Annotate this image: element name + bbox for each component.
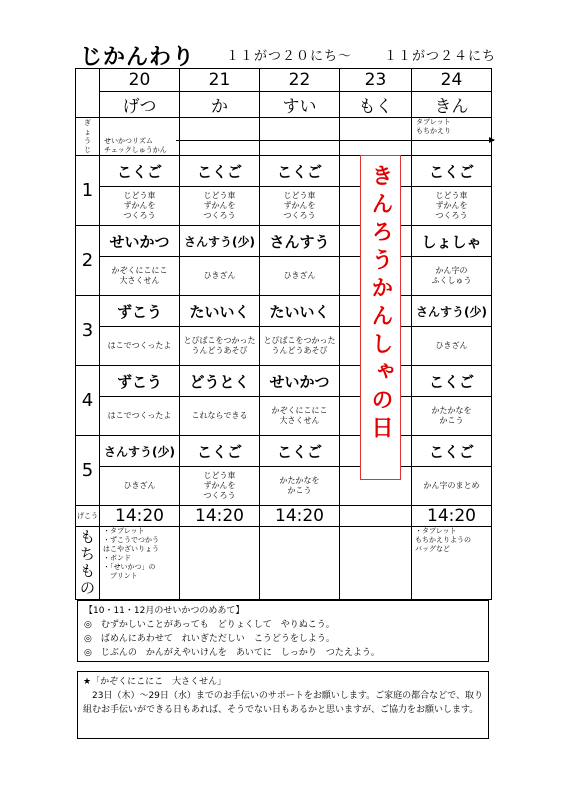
detail-cell: かん字のまとめ [412,467,492,506]
gyoji-cell [180,118,260,156]
subject-cell: こくご [412,366,492,397]
detail-cell: かたかなを かこう [412,397,492,436]
weekday-cell: すい [260,92,340,118]
goals-item: ◎ むずかしいことがあっても どりょくして やりぬこう。 [84,620,335,630]
date-cell: 20 [100,69,180,92]
subject-cell: さんすう(少) [180,226,260,257]
detail-cell: かぞくにこにこ 大さくせん [100,257,180,296]
detail-cell: かたかなを かこう [260,467,340,506]
gekou-time: 14:20 [412,506,492,527]
notice-box [77,671,489,739]
gyoji-cell [340,118,412,156]
detail-cell: ひきざん [100,467,180,506]
detail-cell: これならできる [180,397,260,436]
date-cell: 21 [180,69,260,92]
corner-cell [76,69,100,118]
detail-cell: じどう車 ずかんを つくろう [180,187,260,226]
subject-cell: こくご [260,156,340,187]
detail-cell: ひきざん [412,327,492,366]
gekou-time: 14:20 [100,506,180,527]
end-date: １１がつ２４にち [384,49,497,64]
mochimono-mon: ・タブレット ・ずこうでつかう はこやざいりょう ・ボンド ・「せいかつ」の プリント [100,527,180,600]
detail-cell: とびばこをつかった うんどうあそび [180,327,260,366]
subject-cell: こくご [412,436,492,467]
page-title: じかんわり [80,45,196,70]
detail-cell: じどう車 ずかんを つくろう [412,187,492,226]
gyoji-arrow [176,140,494,141]
timetable [75,68,492,600]
mochimono-fri: ・タブレット もちかえりようの バッグなど [412,527,492,600]
gyoji-mon: せいかつリズム チェックしゅうかん [100,118,180,156]
period-number: 1 [76,156,100,226]
subject-cell: こくご [260,436,340,467]
goals-heading: 【10・11・12月のせいかつのめあて】 [84,606,245,616]
subject-cell: どうとく [180,366,260,397]
mochimono-cell [260,527,340,600]
mochimono-cell [340,527,412,600]
subject-cell: さんすう(少) [100,436,180,467]
subject-cell: ずこう [100,296,180,327]
gekou-time: 14:20 [180,506,260,527]
date-cell: 22 [260,69,340,92]
gekou-label: げこう [76,506,100,527]
subject-cell: せいかつ [100,226,180,257]
gyoji-label: ぎ ょ う じ [76,118,100,156]
period-number: 5 [76,436,100,506]
subject-cell: たいいく [180,296,260,327]
goals-item: ◎ じぶんの かんがえやいけんを あいてに しっかり つたえよう。 [84,648,380,658]
detail-cell: はこでつくったよ [100,397,180,436]
detail-cell: じどう車 ずかんを つくろう [100,187,180,226]
detail-cell: ひきざん [180,257,260,296]
detail-cell: ひきざん [260,257,340,296]
subject-cell: さんすう [260,226,340,257]
weekday-cell: げつ [100,92,180,118]
holiday-banner [360,155,401,480]
holiday-text: きんろうかんしゃの日 [368,164,393,444]
goals-box [77,600,489,662]
period-number: 4 [76,366,100,436]
detail-cell: じどう車 ずかんを つくろう [260,187,340,226]
mochimono-cell [180,527,260,600]
date-cell: 24 [412,69,492,92]
detail-cell: はこでつくったよ [100,327,180,366]
date-range [226,45,496,64]
gekou-time: 14:20 [260,506,340,527]
weekday-cell: もく [340,92,412,118]
weekday-cell: きん [412,92,492,118]
subject-cell: さんすう(少) [412,296,492,327]
period-number: 2 [76,226,100,296]
subject-cell: こくご [100,156,180,187]
subject-cell: たいいく [260,296,340,327]
date-cell: 23 [340,69,412,92]
notice-body: 23日（木）～29日（水）までのお手伝いのサポートをお願いします。ご家庭の都合などで、取り組むお手伝いができる日もあれば、そうでない日もあるかと思いますが、ご協力をお願いします。 [83,691,484,715]
goals-item: ◎ ばめんにあわせて れいぎただしい こうどうをしよう。 [84,634,335,644]
start-date: １１がつ２０にち～ [226,49,353,64]
gyoji-fri: タブレット もちかえり [412,118,492,156]
detail-cell: じどう車 ずかんを つくろう [180,467,260,506]
detail-cell: かん字の ふくしゅう [412,257,492,296]
gekou-time [340,506,412,527]
subject-cell: しょしゃ [412,226,492,257]
detail-cell: かぞくにこにこ 大さくせん [260,397,340,436]
subject-cell: こくご [180,436,260,467]
subject-cell: こくご [412,156,492,187]
notice-heading: ★「かぞくにこにこ 大さくせん」 [83,677,227,687]
subject-cell: こくご [180,156,260,187]
gyoji-cell [260,118,340,156]
subject-cell: せいかつ [260,366,340,397]
subject-cell: ずこう [100,366,180,397]
period-number: 3 [76,296,100,366]
weekday-cell: か [180,92,260,118]
mochimono-label: も ち も の [76,527,100,600]
detail-cell: とびばこをつかった うんどうあそび [260,327,340,366]
